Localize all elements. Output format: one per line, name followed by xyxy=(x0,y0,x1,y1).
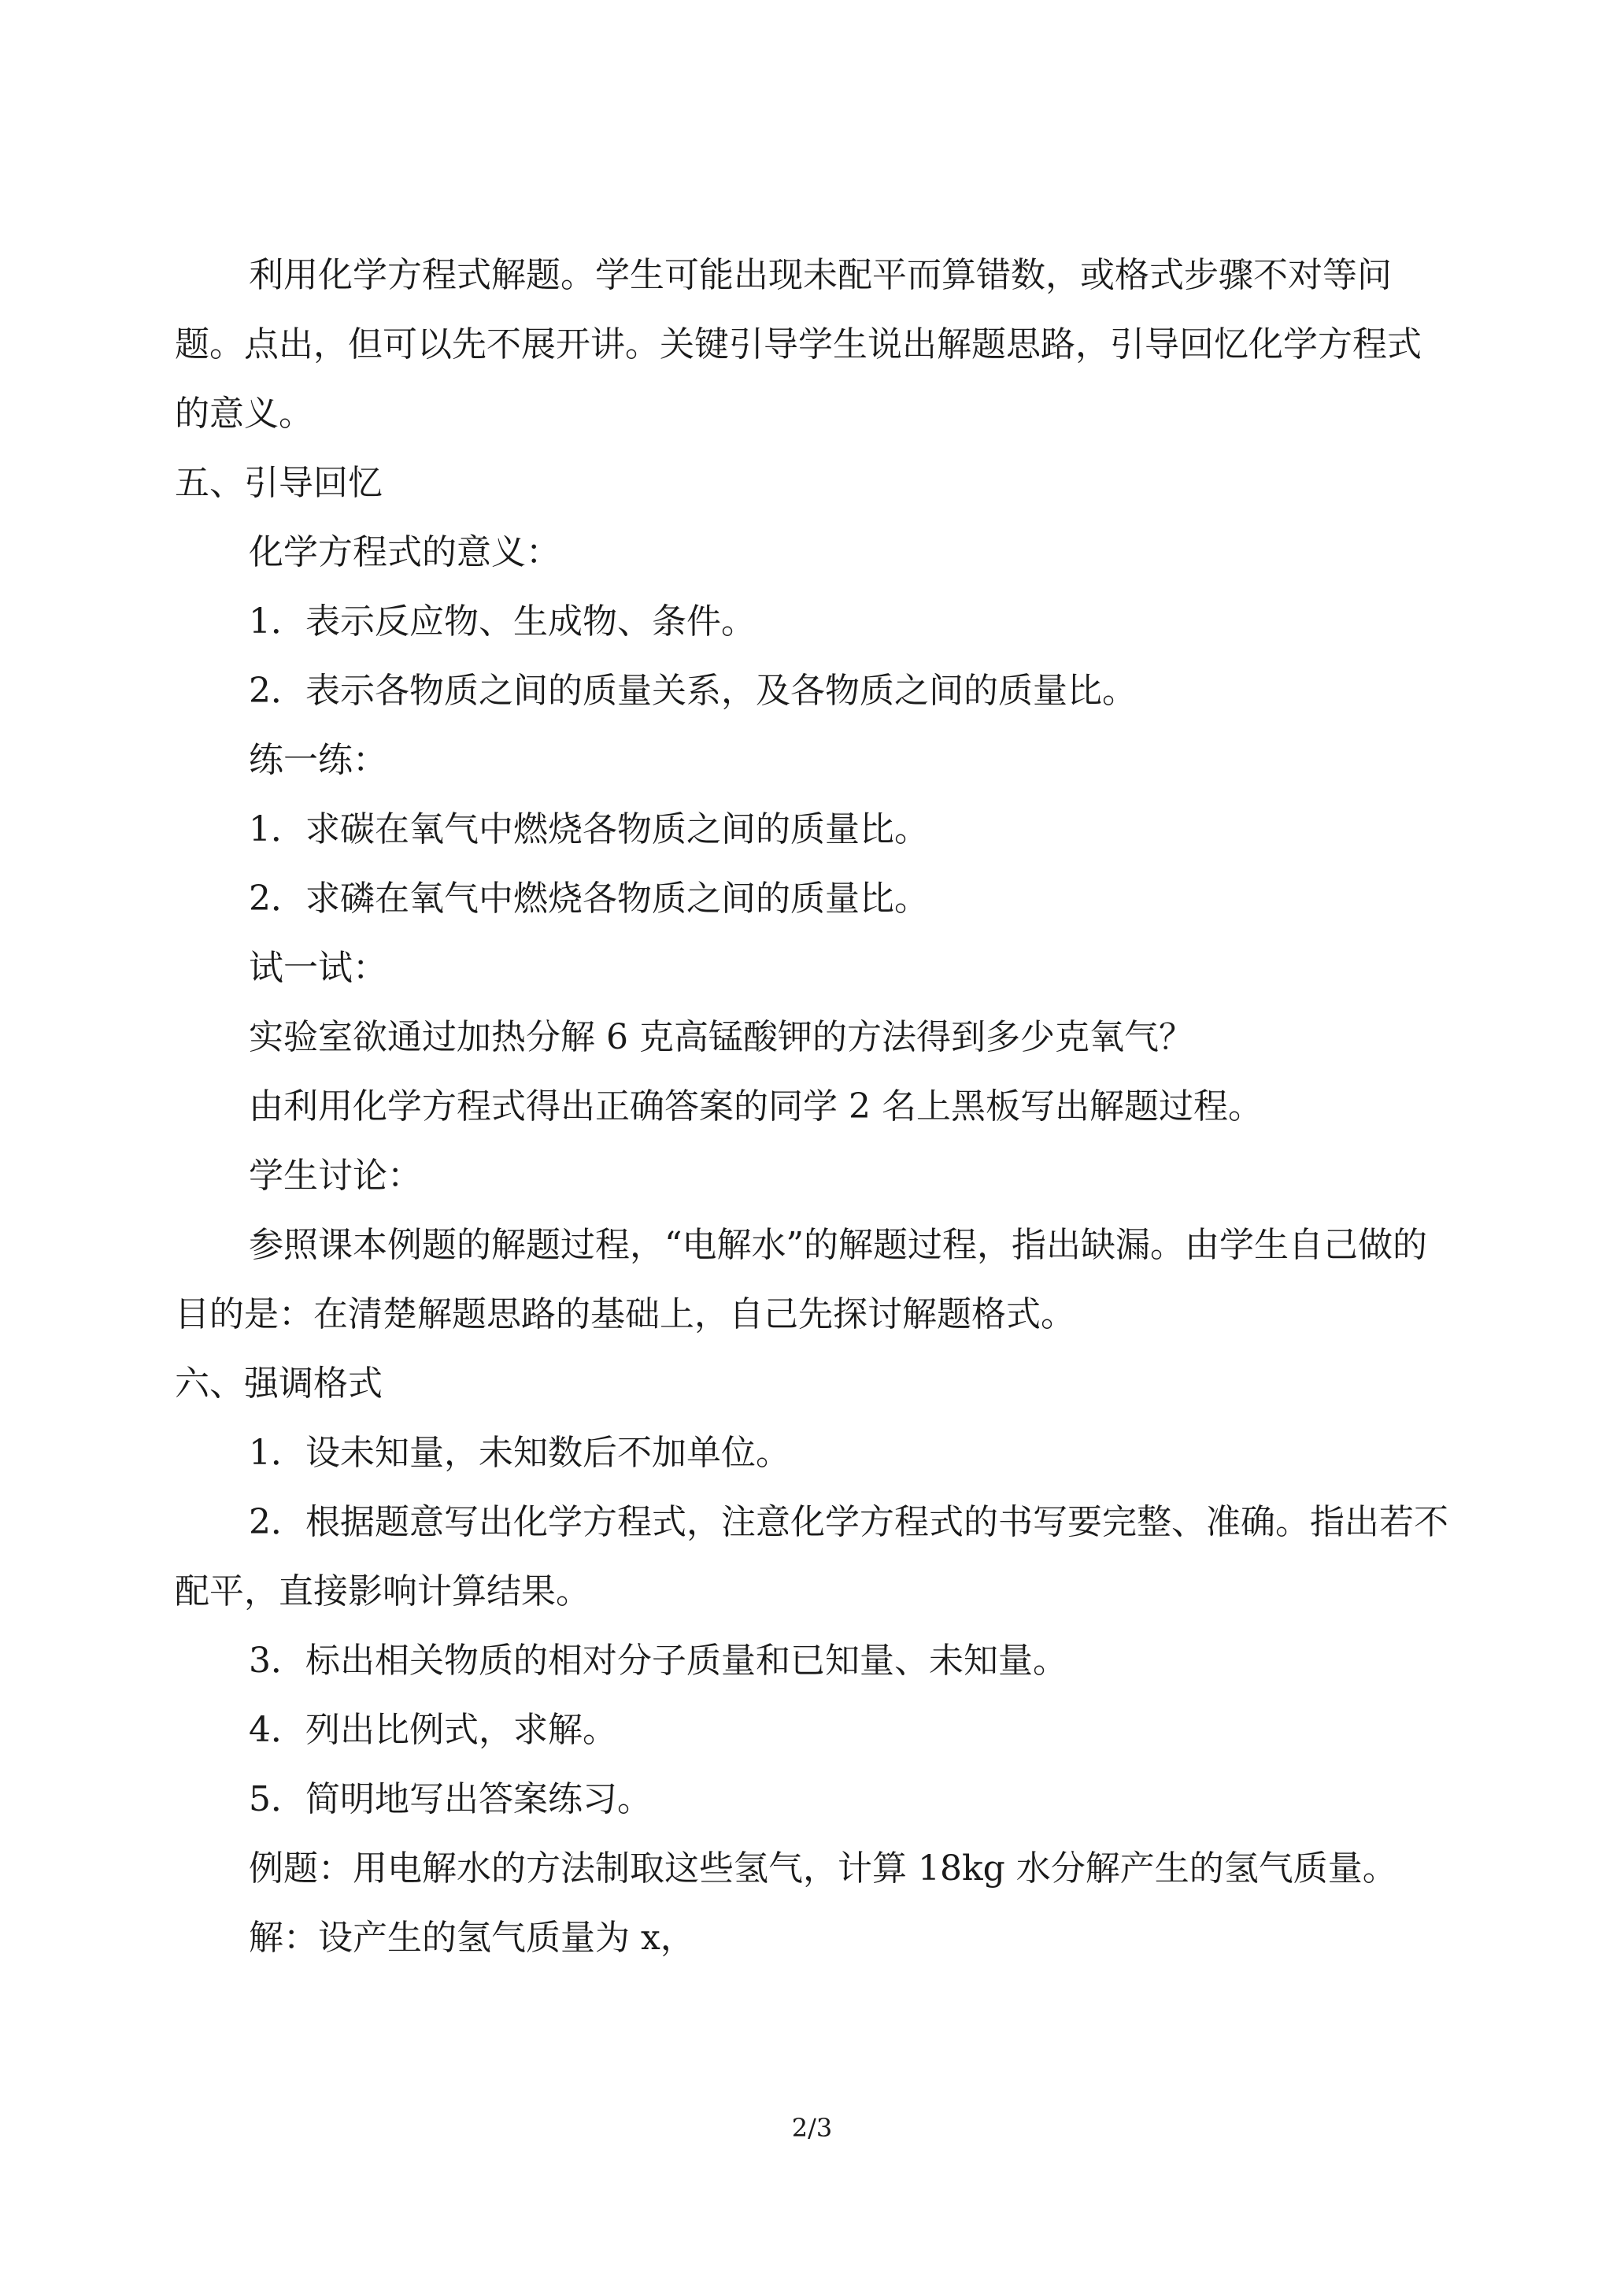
section-heading: 五、引导回忆 xyxy=(175,463,383,503)
list-item: 4．列出比例式，求解。 xyxy=(249,1710,617,1750)
paragraph: 参照课本例题的解题过程，“电解水”的解题过程，指出缺漏。由学生自己做的目的是：在清楚解题思路的基础上，自己先探讨解题格式。 xyxy=(175,1225,1427,1334)
list-item: 1．表示反应物、生成物、条件。 xyxy=(249,601,756,642)
section-heading: 六、强调格式 xyxy=(175,1363,383,1404)
list-item: 3．标出相关物质的相对分子质量和已知量、未知量。 xyxy=(249,1641,1067,1681)
list-item: 2．表示各物质之间的质量关系，及各物质之间的质量比。 xyxy=(249,671,1137,711)
paragraph: 试一试： xyxy=(249,948,387,988)
list-item: 1．设未知量，未知数后不加单位。 xyxy=(249,1433,790,1473)
paragraph: 练一练： xyxy=(249,740,387,780)
page-number: 2/3 xyxy=(791,2113,833,2143)
list-item: 2．根据题意写出化学方程式，注意化学方程式的书写要完整、准确。指出若不配平，直接影响计算结果。 xyxy=(175,1502,1448,1611)
paragraph: 例题：用电解水的方法制取这些氢气，计算 18kg 水分解产生的氢气质量。 xyxy=(249,1848,1397,1889)
list-item: 5．简明地写出答案练习。 xyxy=(249,1779,652,1819)
paragraph: 解：设产生的氢气质量为 x， xyxy=(249,1918,695,1958)
paragraph: 学生讨论： xyxy=(249,1156,422,1196)
list-item: 1．求碳在氧气中燃烧各物质之间的质量比。 xyxy=(249,809,929,849)
paragraph: 化学方程式的意义： xyxy=(249,532,560,572)
document-body xyxy=(175,241,1454,1973)
list-item: 2．求磷在氧气中燃烧各物质之间的质量比。 xyxy=(249,879,929,919)
paragraph: 实验室欲通过加热分解 6 克高锰酸钾的方法得到多少克氧气？ xyxy=(249,1017,1193,1057)
paragraph: 利用化学方程式解题。学生可能出现未配平而算错数，或格式步骤不对等问题。点出，但可以先不展开讲。关键引导学生说出解题思路，引导回忆化学方程式的意义。 xyxy=(175,255,1422,434)
paragraph: 由利用化学方程式得出正确答案的同学 2 名上黑板写出解题过程。 xyxy=(249,1086,1263,1127)
